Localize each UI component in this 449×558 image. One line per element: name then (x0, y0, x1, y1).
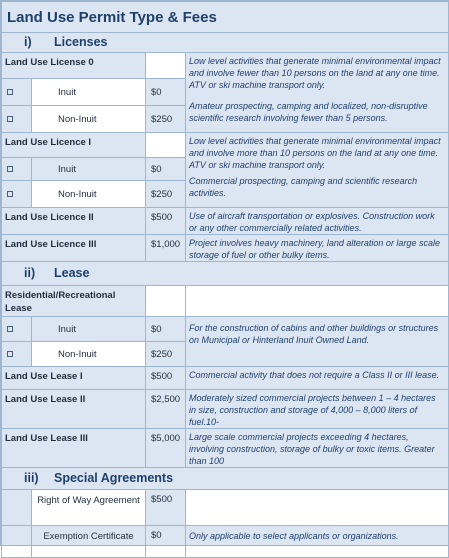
checkbox-icon[interactable] (7, 351, 13, 357)
license-0-fee-blank (146, 53, 186, 79)
lease-residential-inuit-fee: $0 (146, 317, 186, 342)
lease-residential-fee-blank (146, 286, 186, 317)
license-0-noninuit-fee: $250 (146, 106, 186, 133)
right-of-way-spacer (2, 490, 32, 526)
lease-residential-noninuit-checkbox-cell[interactable] (2, 342, 32, 367)
license-1-description (186, 133, 449, 208)
lease-residential-description: For the construction of cabins and other buildings or structures on Municipal or Hinterland Inuit Owned Land. (186, 317, 449, 367)
lease-1-fee: $500 (146, 367, 186, 390)
permit-fee-table (1, 1, 449, 558)
license-0-description-2: Amateur prospecting, camping and localized, non-disruptive scientific research involving fewer than 5 persons. (189, 101, 428, 123)
lease-residential-noninuit-label: Non-Inuit (32, 342, 146, 367)
license-2-description: Use of aircraft transportation or explosives. Construction work or any other commercially related activities. (186, 208, 449, 235)
license-1-description-2: Commercial prospecting, camping and scientific research activities. (189, 176, 418, 198)
checkbox-icon[interactable] (7, 326, 13, 332)
right-of-way-description (186, 490, 449, 526)
lease-2-fee: $2,500 (146, 390, 186, 429)
license-0-name: Land Use License 0 (2, 53, 146, 79)
exemption-certificate-fee: $0 (146, 526, 186, 558)
exemption-spacer (2, 526, 32, 558)
license-1-noninuit-checkbox-cell[interactable] (2, 181, 32, 208)
license-0-noninuit-checkbox-cell[interactable] (2, 106, 32, 133)
license-1-noninuit-fee: $250 (146, 181, 186, 208)
lease-residential-inuit-checkbox-cell[interactable] (2, 317, 32, 342)
license-1-noninuit-label: Non-Inuit (32, 181, 146, 208)
section-label: Lease (54, 266, 90, 280)
lease-3-fee: $5,000 (146, 429, 186, 468)
license-1-fee-blank (146, 133, 186, 158)
lease-residential-name: Residential/Recreational Lease (2, 286, 146, 317)
checkbox-icon[interactable] (7, 89, 13, 95)
section-licenses-heading (2, 33, 449, 53)
lease-residential-desc-blank (186, 286, 449, 317)
checkbox-icon[interactable] (7, 191, 13, 197)
license-3-fee: $1,000 (146, 235, 186, 262)
section-number: ii) (24, 266, 36, 280)
lease-1-description: Commercial activity that does not require a Class II or III lease. (186, 367, 449, 390)
license-0-description (186, 53, 449, 133)
section-lease-heading (2, 262, 449, 286)
license-3-description: Project involves heavy machinery, land alteration or large scale storage of fuel or other bulky items. (186, 235, 449, 262)
lease-2-name: Land Use Lease II (2, 390, 146, 429)
license-2-fee: $500 (146, 208, 186, 235)
lease-residential-inuit-label: Inuit (32, 317, 146, 342)
license-1-description-1: Low level activities that generate minimal environmental impact and involve more than 10 persons on the land at any one time. ATV or ski machine transport only. (189, 136, 441, 170)
lease-1-name: Land Use Lease I (2, 367, 146, 390)
license-0-inuit-checkbox-cell[interactable] (2, 79, 32, 106)
right-of-way-fee: $500 (146, 490, 186, 526)
license-0-inuit-fee: $0 (146, 79, 186, 106)
license-0-noninuit-label: Non-Inuit (32, 106, 146, 133)
section-label: Licenses (54, 35, 108, 49)
license-1-name: Land Use Licence I (2, 133, 146, 158)
exemption-certificate-description: Only applicable to select applicants or organizations. (186, 526, 449, 558)
license-0-inuit-label: Inuit (32, 79, 146, 106)
document-title: Land Use Permit Type & Fees (2, 2, 449, 33)
section-label: Special Agreements (54, 471, 174, 485)
license-1-inuit-label: Inuit (32, 158, 146, 181)
license-1-inuit-fee: $0 (146, 158, 186, 181)
lease-residential-noninuit-fee: $250 (146, 342, 186, 367)
license-1-inuit-checkbox-cell[interactable] (2, 158, 32, 181)
lease-3-description: Large scale commercial projects exceeding 4 hectares, involving construction, storage of bulky or toxic items. Greater than 100 (186, 429, 449, 468)
section-number: iii) (24, 471, 39, 485)
section-number: i) (24, 35, 32, 49)
license-0-description-1: Low level activities that generate minimal environmental impact and involve fewer than 10 persons on the land at any one time. ATV or ski machine transport only. (189, 56, 441, 90)
right-of-way-name: Right of Way Agreement (32, 490, 146, 526)
checkbox-icon[interactable] (7, 116, 13, 122)
section-special-heading (2, 468, 449, 490)
license-3-name: Land Use Licence III (2, 235, 146, 262)
license-2-name: Land Use Licence II (2, 208, 146, 235)
checkbox-icon[interactable] (7, 166, 13, 172)
exemption-certificate-name: Exemption Certificate (32, 526, 146, 558)
lease-3-name: Land Use Lease III (2, 429, 146, 468)
lease-2-description: Moderately sized commercial projects between 1 – 4 hectares in size, construction and storage of 4,000 – 8,000 liters of fuel.10- (186, 390, 449, 429)
